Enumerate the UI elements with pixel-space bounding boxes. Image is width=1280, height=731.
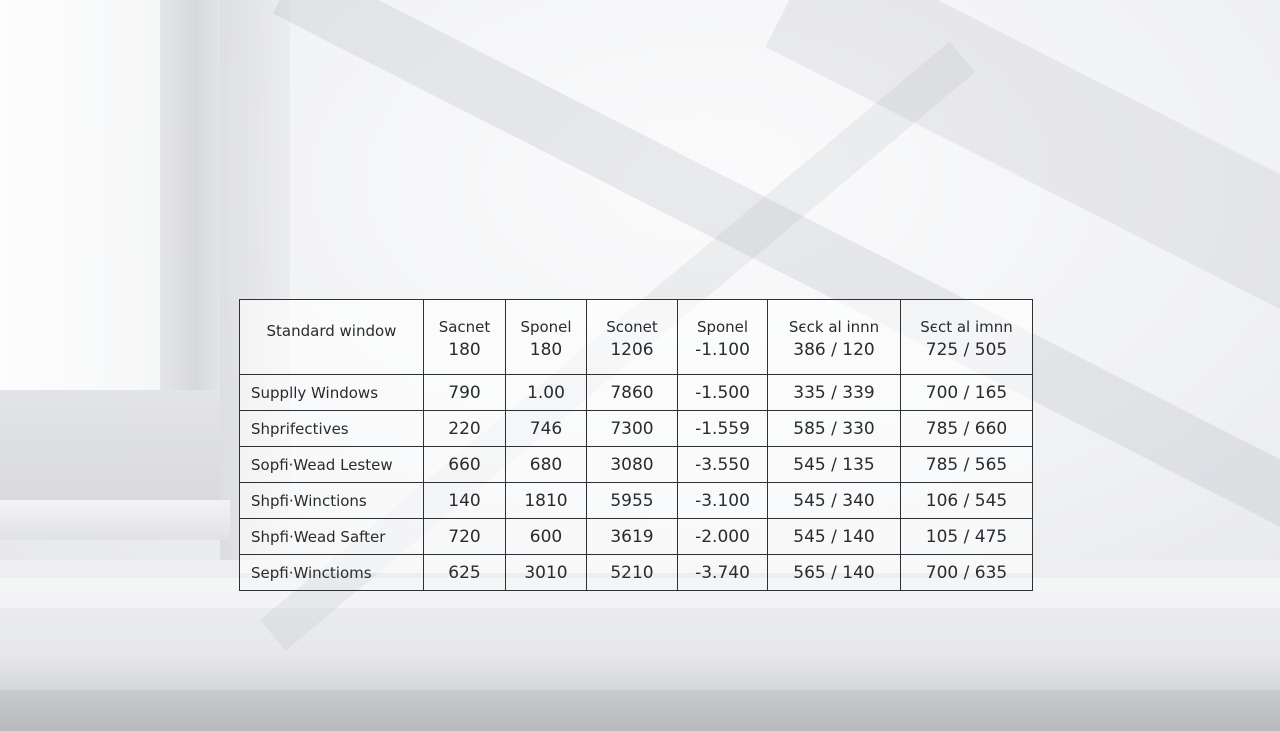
table-cell: 5210 bbox=[587, 555, 678, 591]
table-row bbox=[240, 483, 1033, 519]
table-cell: 220 bbox=[424, 411, 506, 447]
column-header bbox=[240, 300, 424, 375]
window-pane bbox=[0, 0, 160, 390]
table-row bbox=[240, 555, 1033, 591]
column-header bbox=[768, 300, 901, 375]
column-header-label: Sacnet bbox=[438, 317, 491, 336]
table-cell: 105 / 475 bbox=[901, 519, 1033, 555]
table-cell: 785 / 660 bbox=[901, 411, 1033, 447]
table-cell: 5955 bbox=[587, 483, 678, 519]
column-header-value: 725 / 505 bbox=[925, 339, 1008, 360]
table-cell: 335 / 339 bbox=[768, 375, 901, 411]
table-cell: 585 / 330 bbox=[768, 411, 901, 447]
table-cell: 3080 bbox=[587, 447, 678, 483]
table-cell: 700 / 635 bbox=[901, 555, 1033, 591]
column-header-label: Sconet bbox=[606, 317, 658, 336]
column-header bbox=[901, 300, 1033, 375]
column-header-label: Sponel bbox=[696, 317, 749, 336]
column-header-value: 386 / 120 bbox=[793, 339, 875, 360]
column-header-label: Sєct аl imnn bbox=[920, 317, 1013, 336]
column-header bbox=[424, 300, 506, 375]
column-header-label: Standard window bbox=[266, 322, 397, 340]
column-header bbox=[678, 300, 768, 375]
table-row bbox=[240, 519, 1033, 555]
table-header-row bbox=[240, 300, 1033, 375]
window-frame-lower bbox=[0, 390, 220, 510]
table-cell: 7300 bbox=[587, 411, 678, 447]
table-cell: 790 bbox=[424, 375, 506, 411]
table-cell: 545 / 135 bbox=[768, 447, 901, 483]
table-cell: 140 bbox=[424, 483, 506, 519]
window-sill bbox=[0, 500, 230, 540]
table-cell: 746 bbox=[506, 411, 587, 447]
table-cell: 545 / 340 bbox=[768, 483, 901, 519]
row-label: Supplly Windows bbox=[240, 375, 424, 411]
table-cell: 565 / 140 bbox=[768, 555, 901, 591]
column-header-value: 180 bbox=[529, 339, 563, 360]
table-row bbox=[240, 375, 1033, 411]
table-cell: -3.100 bbox=[678, 483, 768, 519]
column-header bbox=[587, 300, 678, 375]
table-cell: 680 bbox=[506, 447, 587, 483]
table-cell: -1.500 bbox=[678, 375, 768, 411]
table-cell: 1810 bbox=[506, 483, 587, 519]
row-label: Sopfi·Wead Lestew bbox=[240, 447, 424, 483]
column-header-value: 1206 bbox=[610, 339, 654, 360]
row-label: Sepfi·Winctioms bbox=[240, 555, 424, 591]
table-cell: 7860 bbox=[587, 375, 678, 411]
column-header-value: 180 bbox=[448, 339, 481, 360]
table-cell: -3.550 bbox=[678, 447, 768, 483]
table-row bbox=[240, 447, 1033, 483]
floor-edge bbox=[0, 690, 1280, 731]
table-cell: 600 bbox=[506, 519, 587, 555]
table-cell: -1.559 bbox=[678, 411, 768, 447]
table-cell: -3.740 bbox=[678, 555, 768, 591]
data-table-container bbox=[239, 299, 1032, 583]
row-label: Shpfi·Wead Safter bbox=[240, 519, 424, 555]
column-header-value: -1.100 bbox=[695, 339, 750, 360]
table-cell: 720 bbox=[424, 519, 506, 555]
table-cell: 106 / 545 bbox=[901, 483, 1033, 519]
table-row bbox=[240, 411, 1033, 447]
row-label: Shpfi·Winctions bbox=[240, 483, 424, 519]
table-cell: 1.00 bbox=[506, 375, 587, 411]
table-cell: 3010 bbox=[506, 555, 587, 591]
table-cell: 660 bbox=[424, 447, 506, 483]
table-cell: 785 / 565 bbox=[901, 447, 1033, 483]
row-label: Shprifectives bbox=[240, 411, 424, 447]
data-table bbox=[239, 299, 1033, 591]
table-cell: -2.000 bbox=[678, 519, 768, 555]
table-cell: 545 / 140 bbox=[768, 519, 901, 555]
table-cell: 700 / 165 bbox=[901, 375, 1033, 411]
column-header bbox=[506, 300, 587, 375]
table-cell: 3619 bbox=[587, 519, 678, 555]
column-header-label: Sponel bbox=[520, 317, 572, 336]
table-cell: 625 bbox=[424, 555, 506, 591]
column-header-label: Sєck аl innn bbox=[788, 317, 880, 336]
